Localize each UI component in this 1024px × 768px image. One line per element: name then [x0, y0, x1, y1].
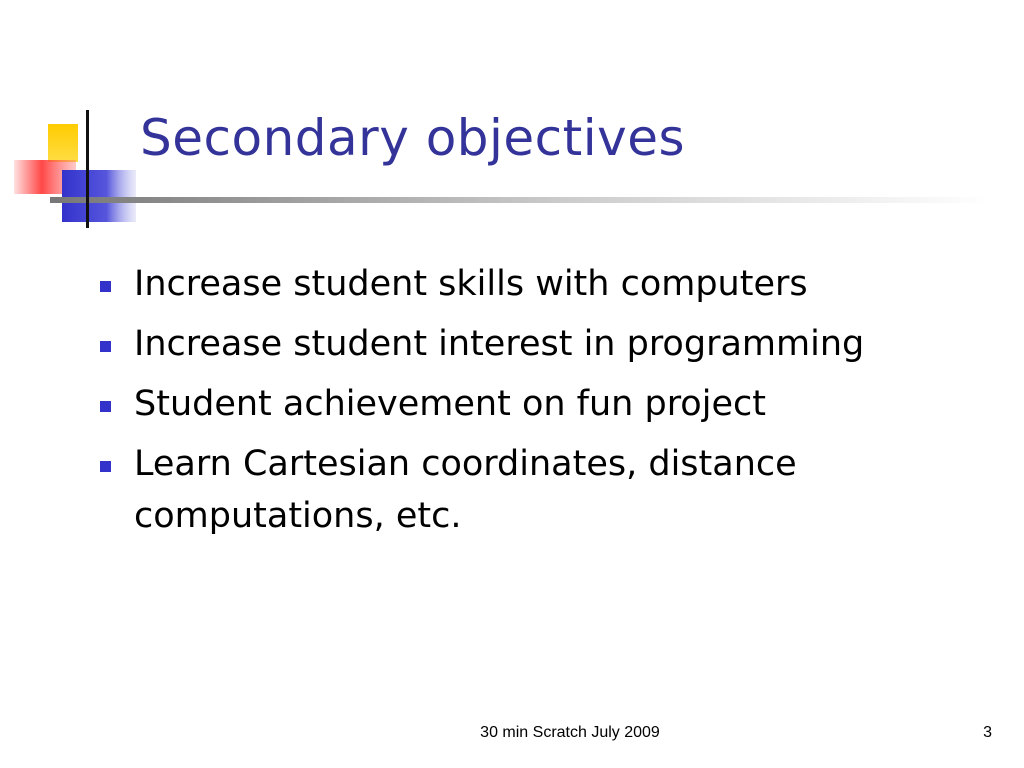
footer-text: 30 min Scratch July 2009: [480, 724, 660, 741]
slide-title: Secondary objectives: [140, 109, 686, 167]
bullet-text: Increase student interest in programming: [134, 324, 865, 364]
blue-square: [62, 170, 136, 222]
bullet-item: [96, 438, 946, 542]
square-bullet-icon: [100, 401, 111, 412]
vertical-line: [86, 110, 89, 228]
bullet-item: [96, 258, 946, 310]
square-bullet-icon: [100, 341, 111, 352]
page-number: 3: [983, 724, 992, 741]
bullet-list: [96, 258, 946, 550]
square-bullet-icon: [100, 461, 111, 472]
yellow-square: [48, 124, 78, 162]
title-underline: [50, 197, 990, 203]
bullet-text: Increase student skills with computers: [134, 264, 808, 304]
square-bullet-icon: [100, 281, 111, 292]
bullet-text: Learn Cartesian coordinates, distance computations, etc.: [134, 444, 797, 536]
bullet-item: [96, 318, 946, 370]
bullet-item: [96, 378, 946, 430]
bullet-text: Student achievement on fun project: [134, 384, 766, 424]
